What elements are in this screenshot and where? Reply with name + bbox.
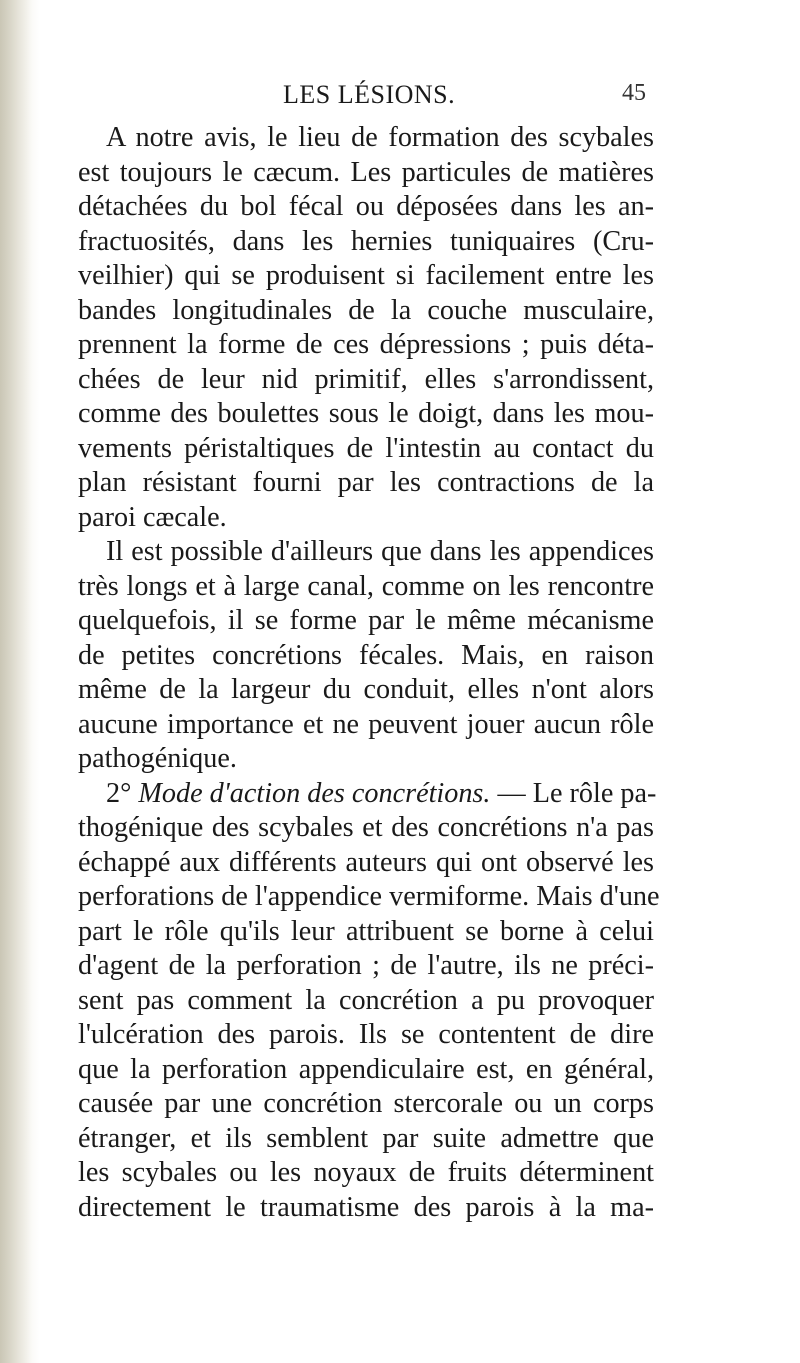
text-line: même de la largeur du conduit, elles n'ont alors [78,674,654,705]
page-header [0,80,800,110]
page-gutter-shadow [0,0,32,1363]
section-number: 2° [106,777,132,809]
text-line: fractuosités, dans les hernies tuniquaires (Cru- [78,225,654,257]
text-line: paroi cæcale. [78,501,227,533]
section-line-rest: — Le rôle pa- [497,777,657,809]
text-line: pathogénique. [78,743,237,774]
text-line: étranger, et ils semblent par suite admettre que [78,1122,654,1154]
text-line: Il est possible d'ailleurs que dans les appendices [106,536,654,567]
text-line: que la perforation appendiculaire est, en général, [78,1053,654,1085]
body-text [78,121,660,1225]
text-line: aucune importance et ne peuvent jouer aucun rôle [78,708,654,740]
text-line: d'agent de la perforation ; de l'autre, ils ne préci- [78,950,654,981]
text-line: A notre avis, le lieu de formation des scybales [106,122,654,153]
text-line: bandes longitudinales de la couche musculaire, [78,294,654,326]
running-head: LES LÉSIONS. [283,80,456,109]
text-line: part le rôle qu'ils leur attribuent se borne à celui [78,915,654,947]
text-line: l'ulcération des parois. Ils se contentent de dire [78,1019,654,1050]
text-line: les scybales ou les noyaux de fruits déterminent [78,1157,654,1188]
text-line: thogénique des scybales et des concrétions n'a pas [78,812,654,843]
text-line: très longs et à large canal, comme on les rencontre [78,570,654,602]
text-line: plan résistant fourni par les contractions de la [78,467,654,498]
text-line: sent pas comment la concrétion a pu provoquer [78,984,654,1016]
text-line: détachées du bol fécal ou déposées dans les an- [78,191,654,222]
section-title: Mode d'action des concrétions. [138,777,491,809]
text-line: quelquefois, il se forme par le même mécanisme [78,605,654,636]
text-line: échappé aux différents auteurs qui ont observé les [78,846,654,878]
text-line: vements péristaltiques de l'intestin au contact du [78,432,654,464]
text-line: de petites concrétions fécales. Mais, en raison [78,639,654,671]
section-heading-line [78,777,657,812]
text-line: directement le traumatisme des parois à la ma- [78,1191,654,1223]
text-line: perforations de l'appendice vermiforme. Mais d'une [78,881,660,912]
text-line: chées de leur nid primitif, elles s'arrondissent, [78,363,654,395]
page-number: 45 [622,80,646,106]
text-line: veilhier) qui se produisent si facilement entre les [78,260,654,291]
text-line: comme des boulettes sous le doigt, dans les mou- [78,398,654,429]
text-line: causée par une concrétion stercorale ou un corps [78,1088,654,1119]
text-line: prennent la forme de ces dépressions ; puis déta- [78,329,654,360]
text-line: est toujours le cæcum. Les particules de matières [78,156,654,188]
